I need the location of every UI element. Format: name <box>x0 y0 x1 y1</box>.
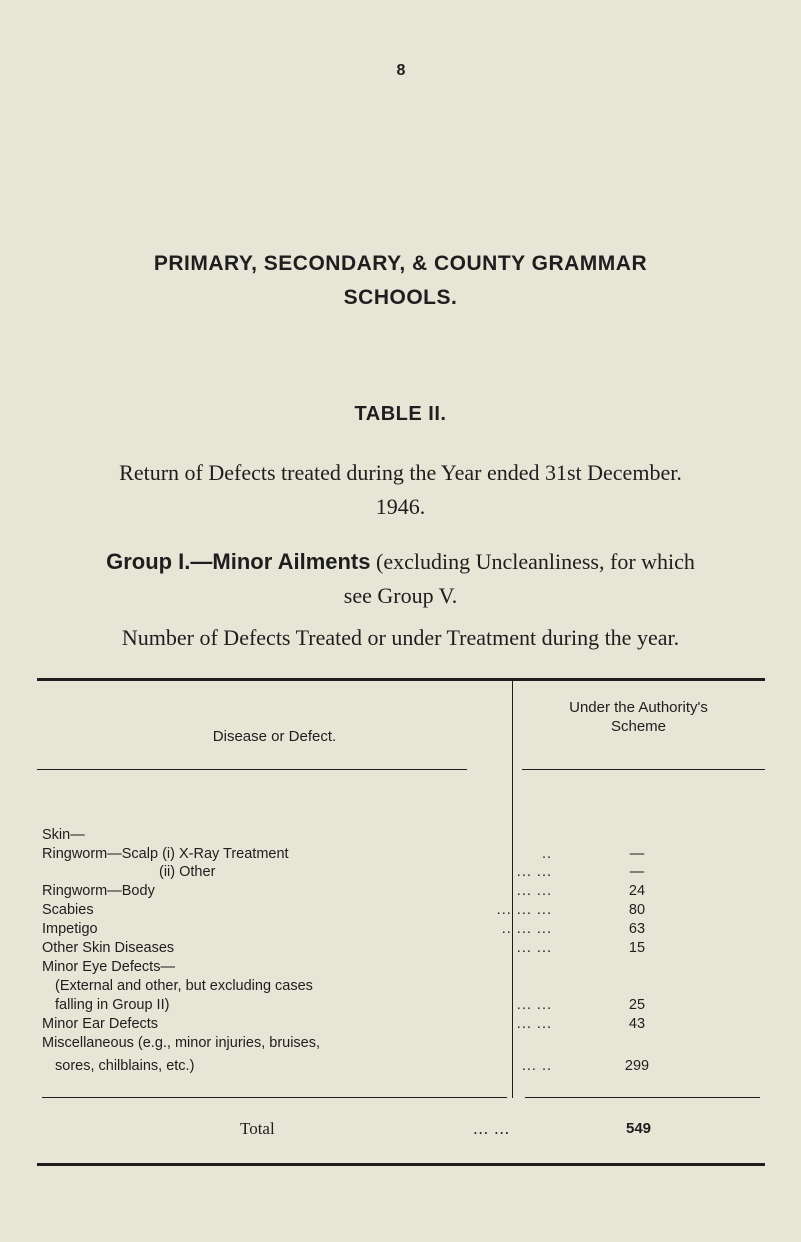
column-header-scheme-line1: Under the Authority's <box>569 699 708 716</box>
group-heading <box>0 549 801 575</box>
table-bottom-rule <box>37 1163 765 1166</box>
row-dots: .. ... ... <box>501 921 552 937</box>
row-dots: ... .. <box>521 1058 552 1074</box>
row-label: Skin— <box>42 827 85 843</box>
row-label: (External and other, but excluding cases <box>55 978 313 994</box>
table-row <box>42 921 762 940</box>
row-label: Ringworm—Scalp (i) X-Ray Treatment <box>42 846 289 862</box>
row-label: Minor Ear Defects <box>42 1016 159 1032</box>
header-rule-right <box>522 769 765 770</box>
table-row <box>42 1058 762 1077</box>
table-row <box>42 902 762 921</box>
total-rule-left <box>42 1097 507 1098</box>
table-row <box>42 959 762 978</box>
total-dots: ... ... <box>473 1119 510 1138</box>
table-row <box>42 978 762 997</box>
row-dots: ... ... <box>516 1016 552 1032</box>
table-row <box>42 1035 762 1054</box>
column-header-disease: Disease or Defect. <box>212 728 337 745</box>
total-label: Total <box>240 1119 275 1138</box>
group-prefix: Group I.—Minor Ailments <box>106 549 371 574</box>
row-value: 24 <box>628 883 646 899</box>
total-rule-right <box>525 1097 760 1098</box>
row-value: 63 <box>628 921 646 937</box>
row-dots: .. <box>541 846 552 862</box>
row-label: falling in Group II) <box>55 997 170 1013</box>
table-row <box>42 940 762 959</box>
row-value: — <box>629 846 645 862</box>
row-label: Ringworm—Body <box>42 883 155 899</box>
row-dots: ... ... <box>516 883 552 899</box>
row-dots: ... ... ... <box>496 902 552 918</box>
report-heading-line1: PRIMARY, SECONDARY, & COUNTY GRAMMAR <box>153 252 648 275</box>
subtitle-line2: 1946. <box>375 494 426 519</box>
total-value: 549 <box>625 1120 652 1137</box>
row-value: 25 <box>628 997 646 1013</box>
row-value: 15 <box>628 940 646 956</box>
header-rule-left <box>37 769 467 770</box>
row-value: 43 <box>628 1016 646 1032</box>
table-row <box>42 827 762 846</box>
table-row <box>42 864 762 883</box>
row-label: sores, chilblains, etc.) <box>55 1058 195 1074</box>
group-rest: (excluding Uncleanliness, for which <box>370 549 695 574</box>
row-value: — <box>629 864 645 880</box>
row-label: Impetigo <box>42 921 98 937</box>
row-dots: ... ... <box>516 997 552 1013</box>
table-title: TABLE II. <box>354 403 447 425</box>
row-dots: ... ... <box>516 864 552 880</box>
subtitle-line1: Return of Defects treated during the Year ended 31st December. <box>119 460 682 485</box>
number-line: Number of Defects Treated or under Treatment during the year. <box>121 625 680 650</box>
row-value: 80 <box>628 902 646 918</box>
table-row <box>42 846 762 865</box>
group-heading-line2: see Group V. <box>343 583 458 608</box>
row-label: Miscellaneous (e.g., minor injuries, bruises, <box>42 1035 321 1051</box>
column-header-scheme-line2: Scheme <box>610 718 667 735</box>
row-label: Scabies <box>42 902 94 918</box>
report-heading-line2: SCHOOLS. <box>343 286 458 309</box>
row-label: Minor Eye Defects— <box>42 959 175 975</box>
row-label: (ii) Other <box>159 864 216 880</box>
table-top-rule <box>37 678 765 681</box>
table-row <box>42 883 762 902</box>
table-row <box>42 1016 762 1035</box>
row-dots: ... ... <box>516 940 552 956</box>
page-number: 8 <box>396 62 406 79</box>
row-value: 299 <box>624 1058 650 1074</box>
row-label: Other Skin Diseases <box>42 940 175 956</box>
table-row <box>42 997 762 1016</box>
